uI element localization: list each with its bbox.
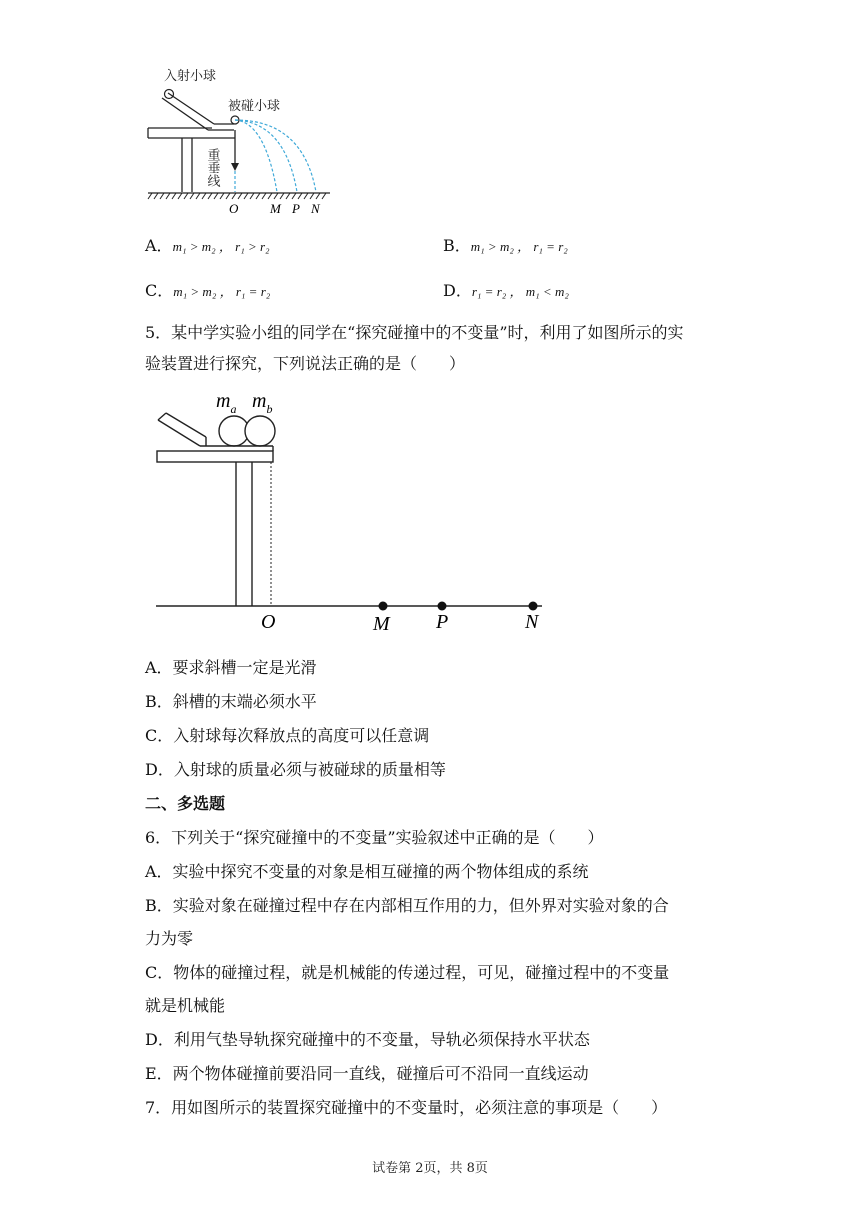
q6-option-b-line2: 力为零 [145,929,194,948]
q4-option-b: B．m₁ > m₂ ， r₁ = r₂ [443,236,568,255]
point-n [529,602,538,611]
q6-option-c-line1: C．物体的碰撞过程，就是机械能的传递过程，可见，碰撞过程中的不变量 [145,963,670,982]
point-label-m: M [270,201,281,216]
section-title-multiple-choice: 二、多选题 [145,794,226,813]
label-plumb-line: 重垂线 [204,148,220,187]
q6-option-a: A．实验中探究不变量的对象是相互碰撞的两个物体组成的系统 [145,862,589,881]
q5-option-b: B．斜槽的末端必须水平 [145,692,317,711]
fig2-label-p: P [436,611,449,633]
fig2-label-m: M [373,613,390,635]
ball-b [245,416,275,446]
figure-collision-apparatus-1 [140,60,360,220]
fig2-label-n: N [525,611,539,633]
point-p [438,602,447,611]
mass-b-label: $m_b$ [252,390,273,416]
q5-option-d: D．入射球的质量必须与被碰球的质量相等 [145,760,446,779]
q6-stem: 6．下列关于“探究碰撞中的不变量”实验叙述中正确的是（ ） [145,828,604,847]
point-label-n: N [311,201,320,216]
q6-option-d: D．利用气垫导轨探究碰撞中的不变量，导轨必须保持水平状态 [145,1030,590,1049]
label-target-ball: 被碰小球 [228,99,281,114]
q4-option-d: D．r₁ = r₂ ， m₁ < m₂ [443,281,569,300]
q6-option-c-line2: 就是机械能 [145,996,226,1015]
q5-option-a: A．要求斜槽一定是光滑 [145,658,317,677]
point-m [379,602,388,611]
point-label-p: P [292,201,300,216]
q5-stem-line2: 验装置进行探究，下列说法正确的是（ ） [145,354,466,373]
point-label-o: O [229,201,239,216]
q4-option-a: A．m₁ > m₂ ， r₁ > r₂ [145,236,270,255]
q6-option-b-line1: B．实验对象在碰撞过程中存在内部相互作用的力，但外界对实验对象的合 [145,896,669,915]
q5-stem-line1: 5．某中学实验小组的同学在“探究碰撞中的不变量”时，利用了如图所示的实 [145,323,684,342]
page-footer: 试卷第 2页，共 8页 [372,1161,488,1176]
q7-stem: 7．用如图所示的装置探究碰撞中的不变量时，必须注意的事项是（ ） [145,1098,668,1117]
label-incident-ball: 入射小球 [164,69,217,84]
q5-option-c: C．入射球每次释放点的高度可以任意调 [145,726,430,745]
figure-collision-apparatus-2 [150,385,570,640]
q6-option-e: E．两个物体碰撞前要沿同一直线，碰撞后可不沿同一直线运动 [145,1064,589,1083]
mass-a-label: $m_a$ [216,390,237,416]
q4-option-c: C．m₁ > m₂ ， r₁ = r₂ [145,281,271,300]
fig2-label-o: O [261,611,276,633]
q4-option-a-text: A． [145,236,173,255]
